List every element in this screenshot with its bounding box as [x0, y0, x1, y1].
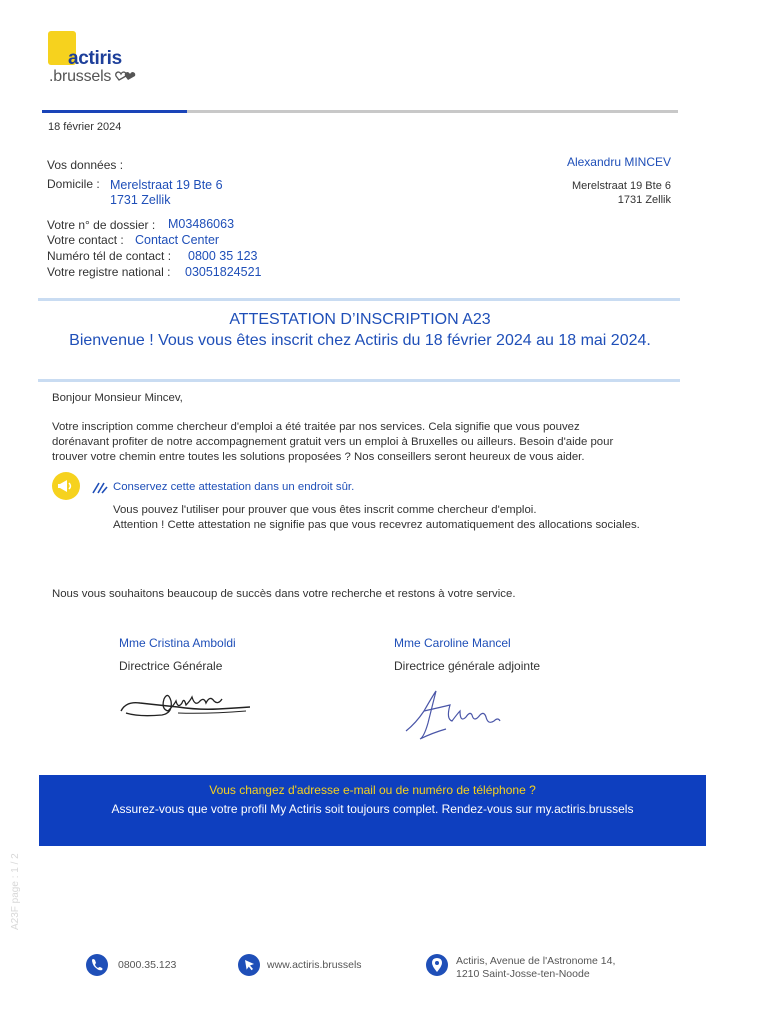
contact-label: Votre contact :: [47, 233, 124, 247]
file-number-value: M03486063: [168, 217, 235, 231]
file-number-label: Votre n° de dossier :: [47, 218, 156, 232]
intro-line-2: dorénavant profiter de notre accompagnement gratuit vers un emploi à Bruxelles ou ailleurs. Besoin d'aide pour: [52, 436, 614, 448]
signature-2-image: [402, 683, 506, 743]
footer-address-line-2: 1210 Saint-Josse-ten-Noode: [456, 968, 590, 980]
greeting: Bonjour Monsieur Mincev,: [52, 392, 183, 404]
header-rule-accent: [42, 110, 187, 113]
national-register-value: 03051824521: [185, 265, 262, 279]
closing-line: Nous vous souhaitons beaucoup de succès dans votre recherche et restons à votre service.: [52, 588, 516, 600]
national-register-label: Votre registre national :: [47, 265, 171, 279]
intro-line-3: trouver votre chemin entre toutes les solutions proposées ? Nos conseillers seront heureux de vous aider.: [52, 451, 585, 463]
cursor-icon: [238, 954, 260, 976]
page-tag: A23F page : 1 / 2: [10, 853, 21, 930]
footer-address-line-1: Actiris, Avenue de l'Astronome 14,: [456, 955, 616, 967]
contact-phone-label: Numéro tél de contact :: [47, 249, 172, 263]
slash-marker-icon: [92, 482, 108, 494]
title-separator-bottom: [38, 379, 680, 382]
notice-title: Conservez cette attestation dans un endroit sûr.: [113, 481, 355, 493]
notice-line-1: Vous pouvez l'utiliser pour prouver que vous êtes inscrit comme chercheur d'emploi.: [113, 504, 537, 516]
domicile-street: Merelstraat 19 Bte 6: [110, 178, 223, 192]
domicile-city: 1731 Zellik: [110, 193, 171, 207]
banner-question: Vous changez d'adresse e-mail ou de numéro de téléphone ?: [209, 783, 536, 797]
signatory-1-name: Mme Cristina Amboldi: [119, 636, 236, 650]
intro-line-1: Votre inscription comme chercheur d'emploi a été traitée par nos services. Cela signifie que vous pouvez: [52, 421, 580, 433]
footer-phone: 0800.35.123: [118, 959, 177, 971]
logo-hearts-icon: [115, 70, 137, 82]
attestation-title: ATTESTATION D’INSCRIPTION A23: [229, 311, 491, 328]
contact-phone-value: 0800 35 123: [188, 249, 258, 263]
banner-instruction: Assurez-vous que votre profil My Actiris soit toujours complet. Rendez-vous sur my.actiris.brussels: [111, 802, 634, 816]
footer-website: www.actiris.brussels: [267, 959, 362, 971]
notice-line-2: Attention ! Cette attestation ne signifie pas que vous recevrez automatiquement des allocations sociales.: [113, 519, 640, 531]
recipient-street: Merelstraat 19 Bte 6: [571, 180, 671, 192]
logo-brussels-text: [49, 68, 137, 86]
megaphone-icon: [52, 472, 80, 500]
signatory-2-name: Mme Caroline Mancel: [394, 636, 511, 650]
your-data-heading: Vos données :: [47, 158, 124, 172]
recipient-name: Alexandru MINCEV: [566, 155, 671, 169]
document-date: 18 février 2024: [48, 121, 122, 133]
title-separator-top: [38, 298, 680, 301]
domicile-label: Domicile :: [47, 177, 100, 191]
contact-value: Contact Center: [135, 233, 220, 247]
welcome-line: Bienvenue ! Vous vous êtes inscrit chez Actiris du 18 février 2024 au 18 mai 2024.: [69, 332, 651, 349]
logo-domain: .brussels: [49, 68, 112, 85]
phone-icon: [86, 954, 108, 976]
recipient-city: 1731 Zellik: [617, 194, 671, 206]
location-pin-icon: [426, 954, 448, 976]
logo-actiris-text: actiris: [68, 48, 122, 69]
signature-1-image: [118, 683, 256, 725]
signatory-1-role: Directrice Générale: [119, 659, 223, 673]
signatory-2-role: Directrice générale adjointe: [394, 659, 541, 673]
